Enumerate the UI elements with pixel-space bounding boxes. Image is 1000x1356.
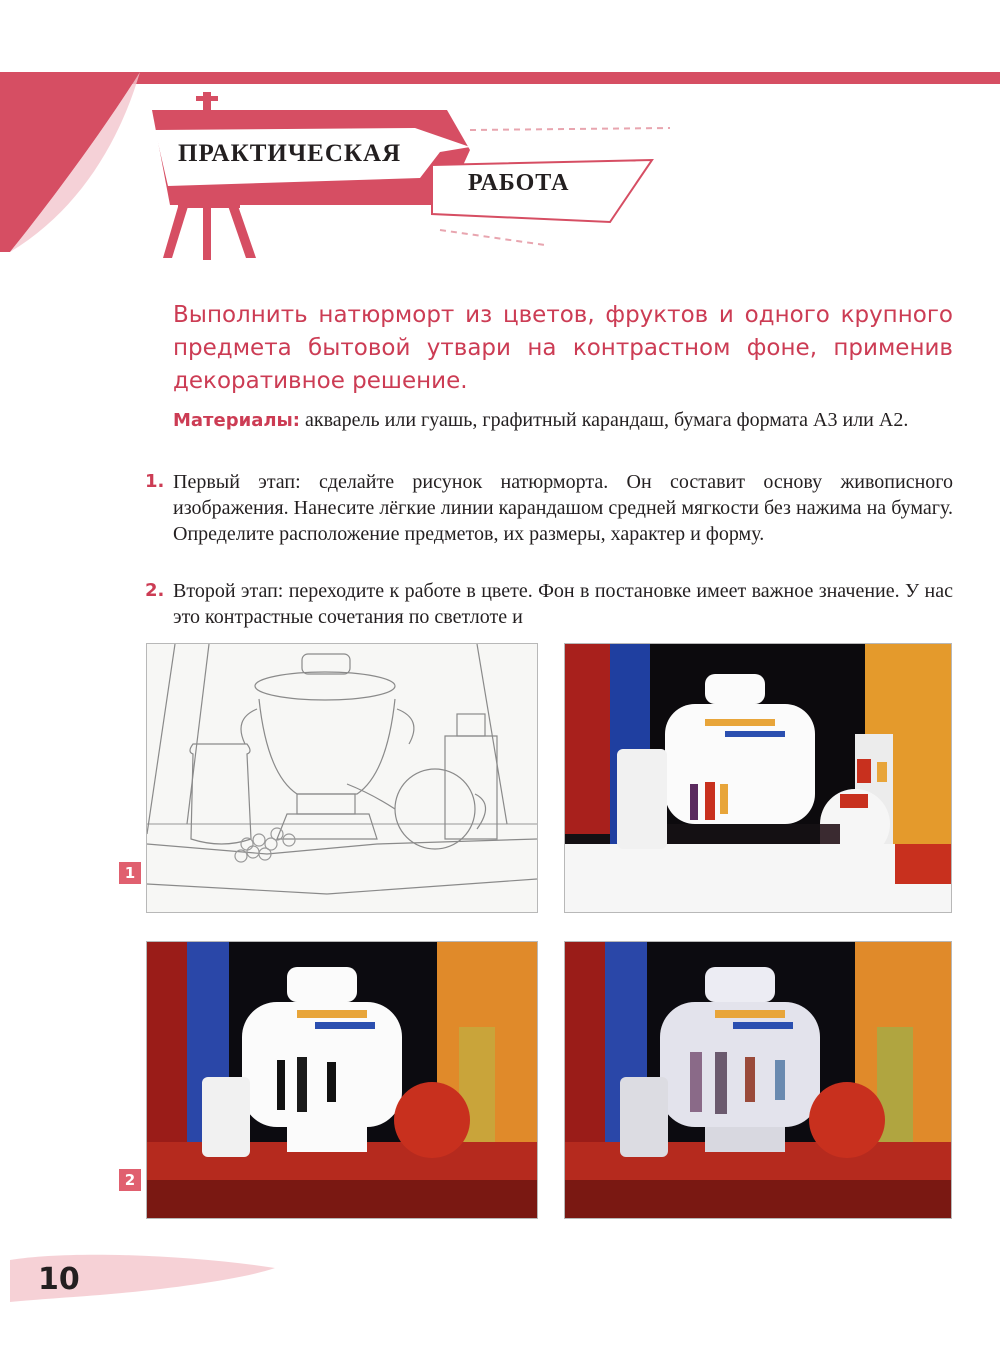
step-item (145, 469, 953, 547)
step-number: 2. (145, 580, 165, 601)
materials-text: акварель или гуашь, графитный карандаш, бумага формата А3 или А2. (305, 409, 909, 431)
page-number: 10 (38, 1262, 80, 1297)
header-title-line2: РАБОТА (468, 170, 570, 196)
figure-color-stage-1 (564, 643, 952, 913)
step-text: Второй этап: переходите к работе в цвете. Фон в постановке имеет важное значение. У нас это контрастные сочетания по светлоте и (173, 580, 953, 628)
header-title-line1: ПРАКТИЧЕСКАЯ (178, 140, 402, 167)
figure-color-stage-3 (564, 941, 952, 1219)
header-decoration (0, 0, 1000, 300)
figure-color-stage-2 (146, 941, 538, 1219)
figure-label: 2 (119, 1169, 141, 1191)
step-item (145, 578, 953, 630)
materials-paragraph (173, 407, 953, 434)
task-statement: Выполнить натюрморт из цветов, фруктов и одного крупного предмета бытовой утвари на контрастном фоне, применив декоративное решение. (173, 302, 953, 394)
step-number: 1. (145, 471, 165, 492)
figure-pencil-sketch (146, 643, 538, 913)
step-text: Первый этап: сделайте рисунок натюрморта. Он составит основу живописного изображения. Нанесите лёгкие линии карандашом средней мягкости без нажима на бумагу. Определите расположение предметов, их размеры, характер и форму. (173, 471, 953, 545)
figure-label: 1 (119, 862, 141, 884)
materials-label: Материалы: (173, 410, 301, 431)
